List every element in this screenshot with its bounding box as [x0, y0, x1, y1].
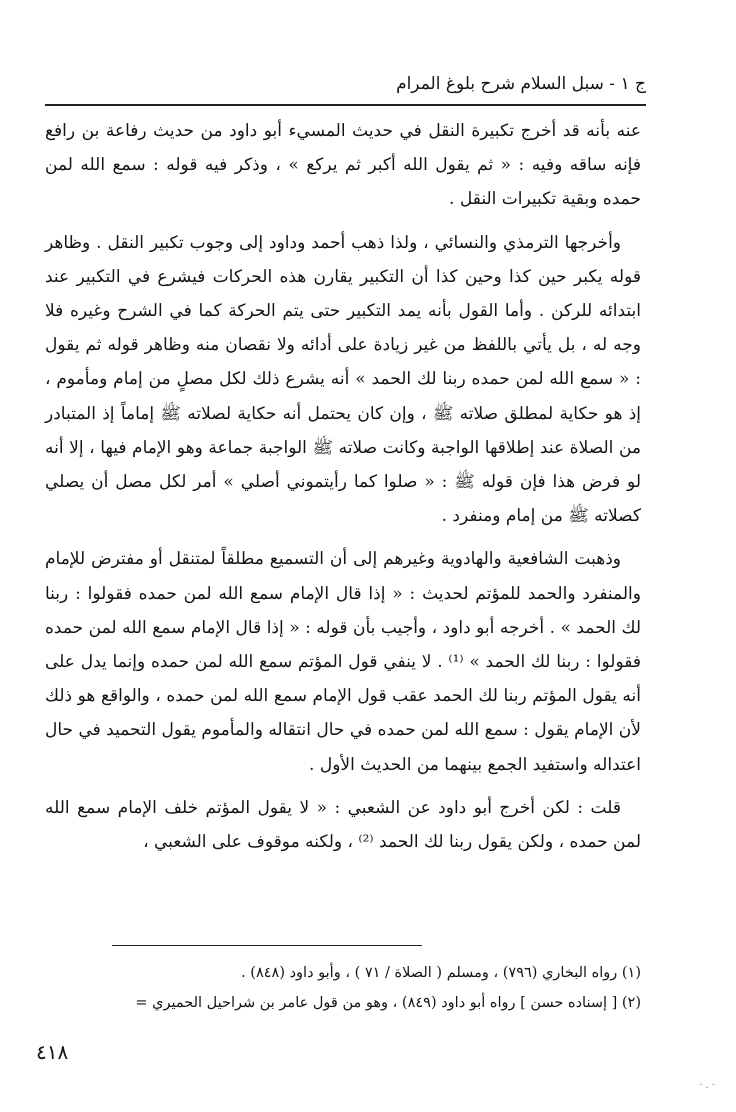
paragraph: عنه بأنه قد أخرج تكبيرة النقل في حديث المسيء أبو داود من حديث رفاعة بن رافع فإنه ساقه وفيه : « ثم يقول الله أكبر ثم يركع » ، وذكر فيه قوله : سمع الله لمن حمده وبقية تكبيرات النقل .: [45, 121, 641, 210]
footnotes: [45, 958, 641, 1018]
running-header: ج ١ - سبل السلام شرح بلوغ المرام: [396, 74, 646, 94]
paragraph: وذهبت الشافعية والهادوية وغيرهم إلى أن التسميع مطلقاً لمتنقل أو مفترض للإمام والمنفرد والحمد للمؤتم لحديث : « إذا قال الإمام سمع الله لمن حمده فقولوا : ربنا لك الحمد » . أخرجه أبو داود ، وأجيب بأن قوله : « إذا قال الإمام سمع الله لمن حمده فقولوا : ربنا لك الحمد » ⁽¹⁾ . لا ينفي قول المؤتم سمع الله لمن حمده وإنما يدل على أنه يقول المؤتم ربنا لك الحمد عقب قول الإمام سمع الله لمن حمده ، والواقع هو ذلك لأن الإمام يقول : سمع الله لمن حمده في حال انتقاله والمأموم يقول التحميد في حال اعتداله واستفيد الجمع بينهما من الحديث الأول .: [45, 549, 641, 775]
main-text: [45, 114, 641, 859]
paragraph: قلت : لكن أخرج أبو داود عن الشعبي : « لا يقول المؤتم خلف الإمام سمع الله لمن حمده ، ولكن يقول ربنا لك الحمد ⁽²⁾ ، ولكنه موقوف على الشعبي ،: [45, 797, 641, 853]
footnote: (١) رواه البخاري (٧٩٦) ، ومسلم ( الصلاة / ٧١ ) ، وأبو داود (٨٤٨) .: [241, 965, 641, 981]
footnote-divider: [112, 945, 422, 946]
footnote: (٢) [ إسناده حسن ] رواه أبو داود (٨٤٩) ، وهو من قول عامر بن شراحيل الحميري =: [135, 995, 641, 1011]
scan-speck: ·.·: [699, 1080, 718, 1091]
page-number: ٤١٨: [36, 1040, 69, 1064]
header-divider: [45, 104, 646, 106]
paragraph: وأخرجها الترمذي والنسائي ، ولذا ذهب أحمد وداود إلى وجوب تكبير النقل . وظاهر قوله يكبر حين كذا وحين كذا أن التكبير يقارن هذه الحركات فيشرع في التكبير عند ابتدائه للركن . وأما القول بأنه يمد التكبير حتى يتم الحركة كما في الشرح وغيره فلا وجه له ، بل يأتي باللفظ من غير زيادة على أدائه ولا نقصان منه وظاهر قوله ثم يقول : « سمع الله لمن حمده ربنا لك الحمد » أنه يشرع ذلك لكل مصلٍ من إمام ومأموم ، إذ هو حكاية لمطلق صلاته ﷺ ، وإن كان يحتمل أنه حكاية لصلاته ﷺ إماماً إذ المتبادر من الصلاة عند إطلاقها الواجبة وكانت صلاته ﷺ الواجبة جماعة وهو الإمام فيها ، إلا أنه لو فرض هذا فإن قوله ﷺ : « صلوا كما رأيتموني أصلي » أمر لكل مصل أن يصلي كصلاته ﷺ من إمام ومنفرد .: [45, 232, 641, 527]
